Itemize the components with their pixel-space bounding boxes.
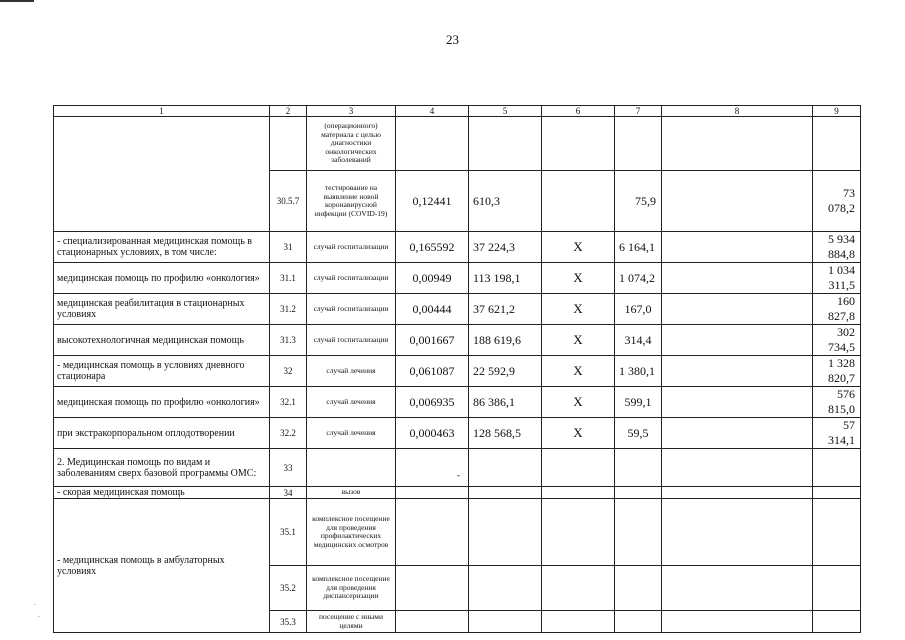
- value-cell: [813, 611, 861, 633]
- row-code-cell: 35.3: [270, 611, 307, 633]
- row-label-cell: при экстракорпоральном оплодотворении: [54, 418, 270, 449]
- total-cell: 1 328 820,7: [813, 356, 861, 387]
- value-cell: 1 074,2: [615, 263, 662, 294]
- value-cell: [615, 499, 662, 566]
- unit-cell: случай госпитализации: [307, 263, 396, 294]
- value-cell: [662, 325, 813, 356]
- value-cell: [662, 263, 813, 294]
- unit-cell: случай лечения: [307, 418, 396, 449]
- row-code-cell: 31: [270, 232, 307, 263]
- value-cell: [542, 566, 615, 611]
- value-cell: [469, 566, 542, 611]
- value-cell: [813, 449, 861, 487]
- value-cell: [662, 487, 813, 499]
- header-cell: 7: [615, 106, 662, 117]
- rate-cell: 0,12441: [396, 171, 469, 232]
- value-cell: [542, 611, 615, 633]
- row-code-cell: 32.1: [270, 387, 307, 418]
- header-cell: 9: [813, 106, 861, 117]
- value-cell: [469, 449, 542, 487]
- value-cell: [469, 611, 542, 633]
- header-cell: 1: [54, 106, 270, 117]
- total-cell: 5 934 884,8: [813, 232, 861, 263]
- unit-cell: тестирование на выявление новой коронавирусной инфекции (COVID-19): [307, 171, 396, 232]
- table-row: [54, 325, 861, 356]
- header-cell: 4: [396, 106, 469, 117]
- table-row: [54, 449, 861, 487]
- table-row: [54, 499, 861, 566]
- unit-cell: вызов: [307, 487, 396, 499]
- value-cell: [396, 117, 469, 171]
- cost-cell: 610,3: [469, 171, 542, 232]
- table-row: [54, 487, 861, 499]
- row-code-cell: 35.1: [270, 499, 307, 566]
- x-mark-cell: X: [542, 232, 615, 263]
- total-cell: 160 827,8: [813, 294, 861, 325]
- value-cell: [662, 499, 813, 566]
- value-cell: [542, 499, 615, 566]
- unit-cell: случай госпитализации: [307, 294, 396, 325]
- header-row: [54, 106, 861, 117]
- row-label-cell: - медицинская помощь в амбулаторных условиях: [54, 499, 270, 633]
- value-cell: 75,9: [615, 171, 662, 232]
- row-code-cell: 32.2: [270, 418, 307, 449]
- row-code-cell: 31.2: [270, 294, 307, 325]
- value-cell: [813, 117, 861, 171]
- value-cell: 167,0: [615, 294, 662, 325]
- table-row: [54, 232, 861, 263]
- value-cell: [662, 171, 813, 232]
- value-cell: [662, 449, 813, 487]
- rate-cell: 0,006935: [396, 387, 469, 418]
- total-cell: 1 034 311,5: [813, 263, 861, 294]
- x-mark-cell: X: [542, 263, 615, 294]
- total-cell: 73 078,2: [813, 171, 861, 232]
- x-mark-cell: X: [542, 387, 615, 418]
- total-cell: 576 815,0: [813, 387, 861, 418]
- value-cell: [469, 487, 542, 499]
- value-cell: [662, 566, 813, 611]
- row-label-cell: медицинская реабилитация в стационарных условиях: [54, 294, 270, 325]
- unit-cell: комплексное посещение для проведения диспансеризации: [307, 566, 396, 611]
- value-cell: [542, 487, 615, 499]
- table-row: [54, 117, 861, 171]
- row-label-cell: - скорая медицинская помощь: [54, 487, 270, 499]
- value-cell: 59,5: [615, 418, 662, 449]
- value-cell: [542, 171, 615, 232]
- row-code-cell: 32: [270, 356, 307, 387]
- header-cell: 5: [469, 106, 542, 117]
- value-cell: [469, 499, 542, 566]
- rate-cell: 0,001667: [396, 325, 469, 356]
- row-label-cell: [54, 117, 270, 232]
- row-code-cell: 34: [270, 487, 307, 499]
- statistics-table: [53, 105, 861, 633]
- unit-cell: посещение с иными целями: [307, 611, 396, 633]
- value-cell: 599,1: [615, 387, 662, 418]
- x-mark-cell: X: [542, 325, 615, 356]
- scan-corner-line: [0, 0, 34, 2]
- cost-cell: 37 621,2: [469, 294, 542, 325]
- value-cell: [662, 232, 813, 263]
- value-cell: [615, 611, 662, 633]
- cost-cell: 113 198,1: [469, 263, 542, 294]
- unit-cell: случай госпитализации: [307, 325, 396, 356]
- table-row: [54, 294, 861, 325]
- unit-cell: случай лечения: [307, 356, 396, 387]
- total-cell: 57 314,1: [813, 418, 861, 449]
- value-cell: [396, 499, 469, 566]
- scan-speck: .: [34, 598, 36, 607]
- value-cell: [615, 487, 662, 499]
- value-cell: [542, 117, 615, 171]
- rate-cell: 0,00949: [396, 263, 469, 294]
- row-label-cell: медицинская помощь по профилю «онкология»: [54, 263, 270, 294]
- cost-cell: 22 592,9: [469, 356, 542, 387]
- x-mark-cell: X: [542, 294, 615, 325]
- x-mark-cell: X: [542, 418, 615, 449]
- header-cell: 8: [662, 106, 813, 117]
- value-cell: 1 380,1: [615, 356, 662, 387]
- row-label-cell: - специализированная медицинская помощь в стационарных условиях, в том числе:: [54, 232, 270, 263]
- rate-cell: 0,000463: [396, 418, 469, 449]
- cost-cell: 128 568,5: [469, 418, 542, 449]
- value-cell: [615, 449, 662, 487]
- row-label-cell: 2. Медицинская помощь по видам и заболеваниям сверх базовой программы ОМС:: [54, 449, 270, 487]
- row-code-cell: 31.3: [270, 325, 307, 356]
- row-code-cell: 35.2: [270, 566, 307, 611]
- value-cell: [662, 418, 813, 449]
- value-cell: [662, 117, 813, 171]
- value-cell: [396, 611, 469, 633]
- x-mark-cell: X: [542, 356, 615, 387]
- value-cell: [813, 487, 861, 499]
- unit-cell: случай лечения: [307, 387, 396, 418]
- table-row: [54, 387, 861, 418]
- value-cell: 6 164,1: [615, 232, 662, 263]
- row-label-cell: - медицинская помощь в условиях дневного стационара: [54, 356, 270, 387]
- unit-cell: [307, 449, 396, 487]
- unit-cell: (операционного) материала с целью диагностики онкологических заболеваний: [307, 117, 396, 171]
- value-cell: [615, 117, 662, 171]
- scan-speck: .: [38, 610, 40, 619]
- unit-cell: комплексное посещение для проведения профилактических медицинских осмотров: [307, 499, 396, 566]
- row-code-cell: 31.1: [270, 263, 307, 294]
- value-cell: [396, 487, 469, 499]
- rate-cell: 0,165592: [396, 232, 469, 263]
- value-cell: [662, 387, 813, 418]
- header-cell: 3: [307, 106, 396, 117]
- row-code-cell: 33: [270, 449, 307, 487]
- total-cell: 302 734,5: [813, 325, 861, 356]
- rate-cell: -: [396, 449, 469, 487]
- value-cell: [469, 117, 542, 171]
- page-number: 23: [446, 32, 459, 47]
- table-row: [54, 263, 861, 294]
- value-cell: [396, 566, 469, 611]
- row-label-cell: медицинская помощь по профилю «онкология»: [54, 387, 270, 418]
- value-cell: [813, 566, 861, 611]
- value-cell: [813, 499, 861, 566]
- row-code-cell: 30.5.7: [270, 171, 307, 232]
- row-code-cell: [270, 117, 307, 171]
- rate-cell: 0,061087: [396, 356, 469, 387]
- value-cell: 314,4: [615, 325, 662, 356]
- table-row: [54, 356, 861, 387]
- cost-cell: 86 386,1: [469, 387, 542, 418]
- unit-cell: случай госпитализации: [307, 232, 396, 263]
- value-cell: [662, 356, 813, 387]
- value-cell: [542, 449, 615, 487]
- table-row: [54, 418, 861, 449]
- header-cell: 2: [270, 106, 307, 117]
- rate-cell: 0,00444: [396, 294, 469, 325]
- cost-cell: 188 619,6: [469, 325, 542, 356]
- row-label-cell: высокотехнологичная медицинская помощь: [54, 325, 270, 356]
- value-cell: [615, 566, 662, 611]
- value-cell: [662, 294, 813, 325]
- cost-cell: 37 224,3: [469, 232, 542, 263]
- header-cell: 6: [542, 106, 615, 117]
- value-cell: [662, 611, 813, 633]
